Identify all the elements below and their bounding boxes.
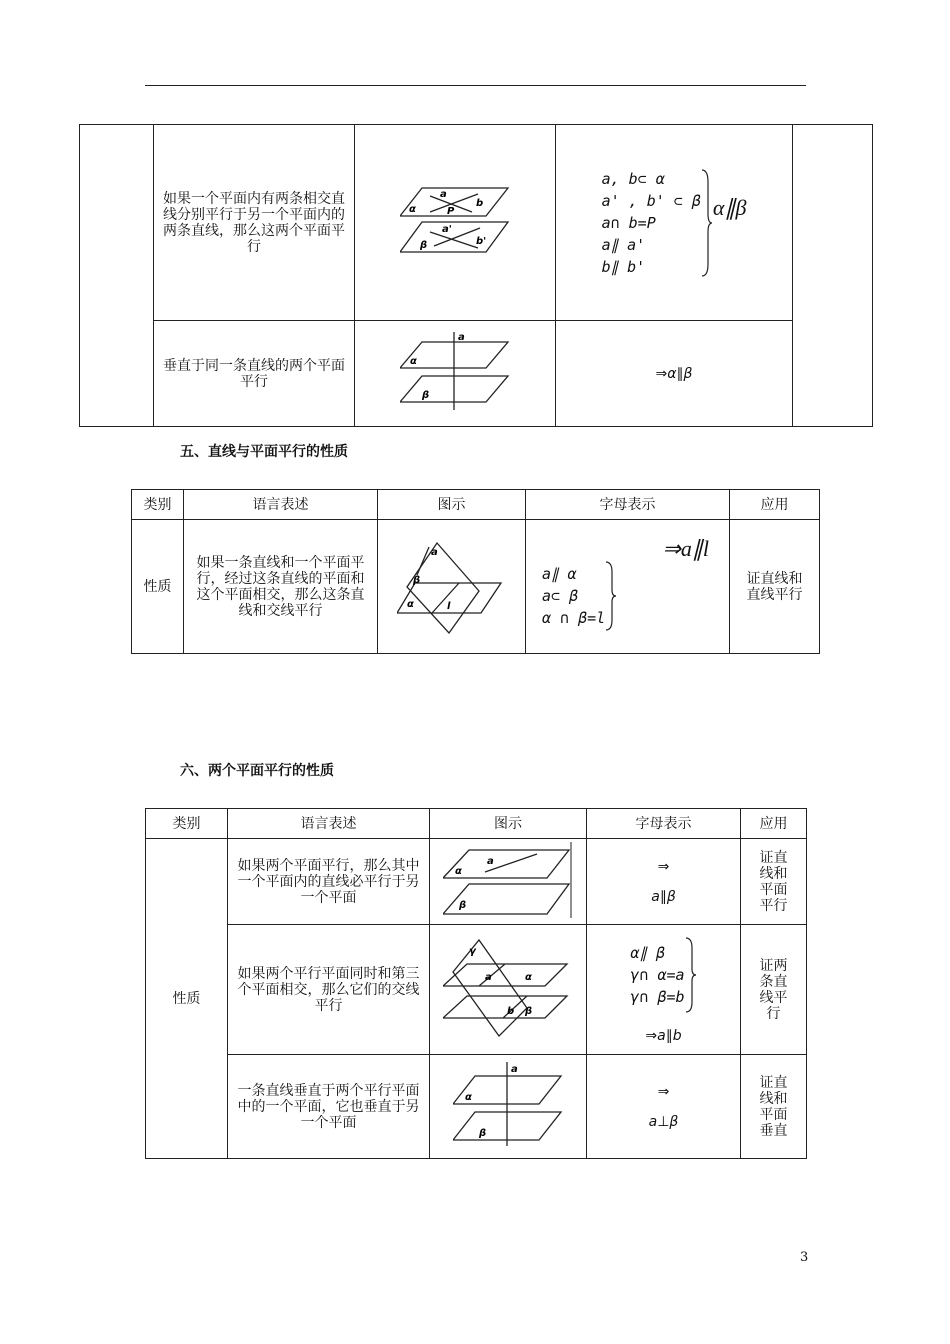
header-description: 语言表述 xyxy=(184,490,378,520)
label-gamma: γ xyxy=(469,945,476,957)
table-plane-parallel-properties xyxy=(145,808,807,1159)
label-l: l xyxy=(446,600,450,612)
description-cell: 如果一条直线和一个平面平行，经过这条直线的平面和这个平面相交，那么这条直线和交线平行 xyxy=(184,520,378,654)
label-b: b xyxy=(507,1005,515,1017)
table1-empty-right xyxy=(793,125,873,427)
header-description: 语言表述 xyxy=(228,809,430,839)
label-alpha: α xyxy=(465,1091,472,1103)
label-alpha: α xyxy=(409,203,416,215)
conclusion: ⇒a∥b xyxy=(645,1027,682,1044)
label-beta: β xyxy=(479,1127,487,1139)
label-a-prime: a' xyxy=(442,223,452,235)
label-alpha: α xyxy=(525,971,532,983)
row3-figure xyxy=(430,1055,587,1159)
category-cell: 性质 xyxy=(146,839,228,1159)
notation-lines: a, b⊂ α a' , b' ⊂ β a∩ b=P a∥ a' b∥ b' xyxy=(601,169,701,276)
label-a: a xyxy=(485,971,492,983)
table1-row2-figure xyxy=(355,321,556,427)
parallel-planes-line-figure xyxy=(443,842,573,918)
header-application: 应用 xyxy=(730,490,820,520)
right-brace-icon xyxy=(605,560,617,632)
section6-heading: 六、两个平面平行的性质 xyxy=(180,763,334,779)
table1-row2-notation: ⇒α∥β xyxy=(556,321,793,427)
header-figure: 图示 xyxy=(378,490,526,520)
section5-heading: 五、直线与平面平行的性质 xyxy=(180,444,348,460)
label-a: a xyxy=(511,1063,518,1075)
header-notation: 字母表示 xyxy=(587,809,741,839)
row2-description: 如果两个平行平面同时和第三个平面相交，那么它们的交线平行 xyxy=(228,925,430,1055)
application-cell: 证直线和直线平行 xyxy=(730,520,820,654)
label-beta: β xyxy=(412,574,420,586)
perpendicular-line-parallel-planes-figure xyxy=(453,1062,563,1148)
label-p: P xyxy=(447,205,455,217)
conclusion: α∥β xyxy=(712,194,747,220)
row3-notation: ⇒ a⊥β xyxy=(587,1055,741,1159)
label-alpha: α xyxy=(455,865,462,877)
row2-application: 证两条直线平行 xyxy=(741,925,807,1055)
three-planes-intersection-figure xyxy=(443,938,573,1038)
row1-notation: ⇒ a∥β xyxy=(587,839,741,925)
row3-application: 证直线和平面垂直 xyxy=(741,1055,807,1159)
table1-row1-notation xyxy=(556,125,793,321)
notation-lines: a∥ α a⊂ β α ∩ β=l xyxy=(542,565,606,627)
header-category: 类别 xyxy=(132,490,184,520)
header-notation: 字母表示 xyxy=(526,490,730,520)
row2-figure xyxy=(430,925,587,1055)
label-beta: β xyxy=(525,1005,533,1017)
row3-description: 一条直线垂直于两个平行平面中的一个平面，它也垂直于另一个平面 xyxy=(228,1055,430,1159)
label-a: a xyxy=(430,546,438,558)
table1-row1-figure xyxy=(355,125,556,321)
header-figure: 图示 xyxy=(430,809,587,839)
notation-lines: α∥ β γ∩ α=a γ∩ β=b xyxy=(630,943,685,1006)
table1-empty-left xyxy=(80,125,154,427)
category-cell: 性质 xyxy=(132,520,184,654)
row1-application: 证直线和平面平行 xyxy=(741,839,807,925)
label-beta: β xyxy=(420,239,428,251)
label-alpha: α xyxy=(410,355,417,367)
figure-cell xyxy=(378,520,526,654)
label-b: b xyxy=(476,197,484,209)
row1-figure xyxy=(430,839,587,925)
header-rule xyxy=(145,85,806,86)
conclusion: ⇒a∥l xyxy=(662,536,709,561)
table-line-plane-parallel-property xyxy=(131,489,820,654)
page-number: 3 xyxy=(800,1250,809,1265)
table1-row1-description: 如果一个平面内有两条相交直线分别平行于另一个平面内的两条直线，那么这两个平面平行 xyxy=(154,125,355,321)
line-plane-intersection-figure xyxy=(397,535,507,635)
label-a: a xyxy=(458,331,465,343)
label-a: a xyxy=(487,855,494,867)
right-brace-icon xyxy=(701,168,713,278)
label-beta: β xyxy=(422,389,430,401)
row2-notation xyxy=(587,925,741,1055)
two-intersecting-lines-figure xyxy=(400,186,510,256)
label-alpha: α xyxy=(406,598,414,610)
header-application: 应用 xyxy=(741,809,807,839)
table-plane-parallel-criteria xyxy=(79,124,873,427)
table1-row2-description: 垂直于同一条直线的两个平面平行 xyxy=(154,321,355,427)
notation-cell xyxy=(526,520,730,654)
label-a: a xyxy=(440,188,447,200)
right-brace-icon xyxy=(685,936,697,1014)
row1-description: 如果两个平面平行，那么其中一个平面内的直线必平行于另一个平面 xyxy=(228,839,430,925)
label-b-prime: b' xyxy=(476,235,487,247)
perpendicular-line-two-planes-figure xyxy=(400,332,510,412)
label-beta: β xyxy=(459,899,467,911)
header-category: 类别 xyxy=(146,809,228,839)
